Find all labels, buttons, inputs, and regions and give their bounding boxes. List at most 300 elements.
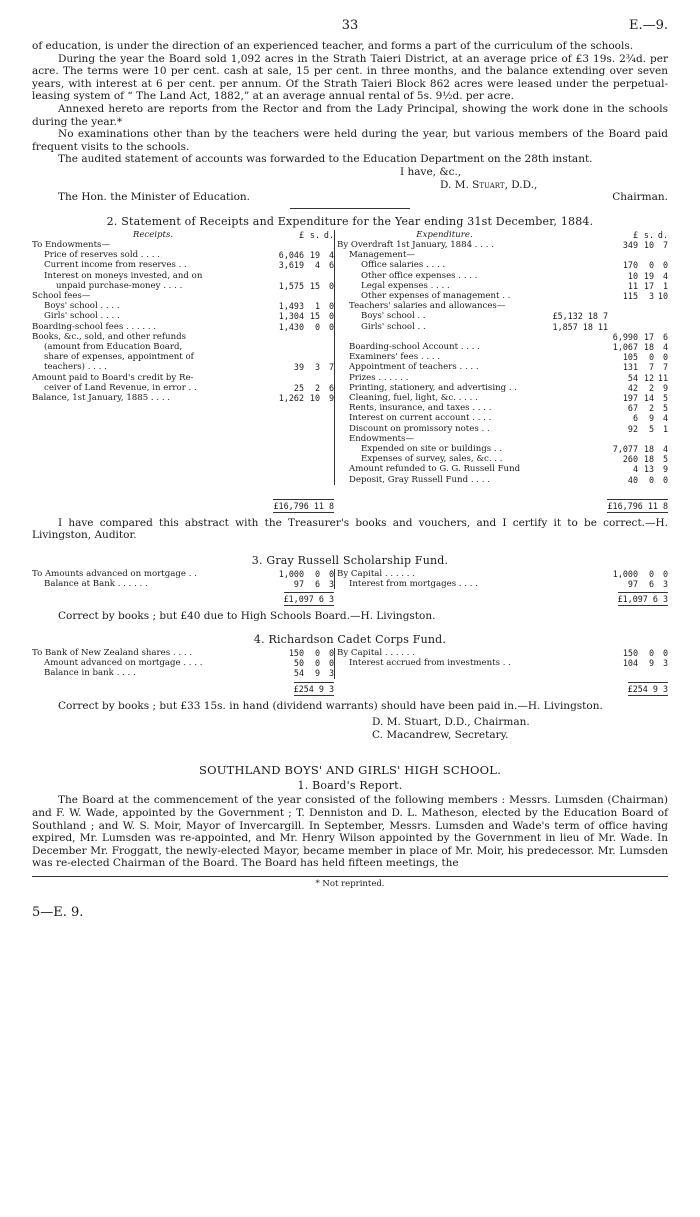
ledger-pounds: 104 xyxy=(622,658,638,669)
ledger-pence xyxy=(654,322,668,332)
pence-header: d. xyxy=(323,229,334,240)
ledger-pounds xyxy=(608,250,638,260)
ledger-row xyxy=(32,579,334,589)
ledger-label: Girls' school . . xyxy=(361,321,426,332)
ledger-pounds xyxy=(274,291,304,301)
ledger-shillings: 2 xyxy=(314,382,320,393)
ledger-row xyxy=(337,311,668,321)
ledger-row xyxy=(337,658,668,668)
ledger-pounds: 10 xyxy=(627,270,638,281)
intro-paragraph-3: Annexed hereto are reports from the Rector and from the Lady Principal, showing the work done in the schools during the year.* xyxy=(32,102,668,128)
ledger-row xyxy=(32,383,334,393)
ledger-label: Other expenses of management . . xyxy=(361,290,511,301)
ledger-label: By Capital . . . . . . xyxy=(337,568,415,579)
ledger-pounds: 105 xyxy=(622,352,638,363)
ledger-shillings: 1 xyxy=(314,301,320,312)
ledger-row xyxy=(32,342,334,352)
ledger-label: Amount advanced on mortgage . . . . xyxy=(44,658,203,669)
ledger-pounds xyxy=(274,332,304,342)
expenditure-column xyxy=(334,230,668,485)
ledger-subtotal xyxy=(552,403,608,413)
ledger-shillings: 15 xyxy=(309,280,320,291)
receipts-totals xyxy=(32,499,668,511)
ledger-pounds xyxy=(608,434,638,444)
ledger-row xyxy=(337,464,668,474)
ledger-label: To Endowments— xyxy=(32,239,111,250)
ledger-label: Office salaries . . . . xyxy=(361,260,446,271)
ledger-pounds: 11 xyxy=(627,280,638,291)
richardson-table xyxy=(32,648,668,679)
ledger-pence: 3 xyxy=(662,658,668,669)
ledger-row xyxy=(337,342,668,352)
ledger-pounds: 97 xyxy=(627,579,638,590)
ledger-label: Cleaning, fuel, light, &c. . . . . xyxy=(349,392,478,403)
ledger-subtotal xyxy=(552,424,608,434)
ledger-pounds xyxy=(274,271,304,281)
ledger-row xyxy=(337,444,668,454)
ledger-label: Rents, insurance, and taxes . . . . xyxy=(349,403,492,414)
ledger-pounds: 131 xyxy=(622,362,638,373)
richardson-note: Correct by books ; but £33 15s. in hand (dividend warrants) should have been paid in.—H. Livingston. xyxy=(58,699,603,712)
ledger-row xyxy=(32,250,334,260)
ledger-row xyxy=(337,424,668,434)
ledger-subtotal xyxy=(552,393,608,403)
receipts-total: £16,796 11 8 xyxy=(273,500,334,511)
ledger-label: teachers) . . . . xyxy=(44,362,107,373)
ledger-pence: 3 xyxy=(662,579,668,590)
ledger-shillings: 2 xyxy=(648,403,654,414)
ledger-shillings: 0 xyxy=(314,647,320,658)
footnote: * Not reprinted. xyxy=(315,878,385,889)
ledger-row xyxy=(337,260,668,270)
ledger-label: Examiners' fees . . . . xyxy=(349,352,440,363)
ledger-pence: 9 xyxy=(328,392,334,403)
ledger-pence xyxy=(654,301,668,311)
richardson-total-right: £254 9 3 xyxy=(627,683,668,694)
ledger-row xyxy=(337,281,668,291)
ledger-label: Teachers' salaries and allowances— xyxy=(349,301,506,312)
richardson-title: 4. Richardson Cadet Corps Fund. xyxy=(253,632,447,646)
ledger-row xyxy=(337,352,668,362)
ledger-pence: 7 xyxy=(662,239,668,250)
ledger-label: Interest on moneys invested, and on xyxy=(44,270,203,281)
ledger-pence: 9 xyxy=(662,382,668,393)
ledger-label: By Overdraft 1st January, 1884 . . . . xyxy=(337,239,494,250)
ledger-shillings: 12 xyxy=(643,372,654,383)
ledger-shillings: 17 xyxy=(643,280,654,291)
ledger-row xyxy=(337,322,668,332)
ledger-shillings xyxy=(638,301,654,311)
ledger-shillings: 19 xyxy=(643,270,654,281)
ledger-row xyxy=(337,240,668,250)
ledger-pounds xyxy=(608,311,638,321)
ledger-pence xyxy=(320,352,334,362)
ledger-pounds: 54 xyxy=(293,668,304,679)
ledger-row xyxy=(337,271,668,281)
ledger-shillings: 17 xyxy=(643,331,654,342)
ledger-label: Interest accrued from investments . . xyxy=(349,658,511,669)
ledger-label: Boarding-school fees . . . . . . xyxy=(32,321,157,332)
ledger-pence: 7 xyxy=(662,362,668,373)
ledger-row xyxy=(337,413,668,423)
ledger-pence: 4 xyxy=(328,250,334,261)
ledger-pounds: 115 xyxy=(622,290,638,301)
ledger-pence: 1 xyxy=(662,423,668,434)
gray-russell-note: Correct by books ; but £40 due to High Schools Board.—H. Livingston. xyxy=(58,610,436,623)
ledger-shillings: 0 xyxy=(648,474,654,485)
shilling-header: s. xyxy=(309,229,320,240)
ledger-pounds: 39 xyxy=(293,362,304,373)
ledger-shillings xyxy=(304,373,320,383)
ledger-pounds: 1,000 xyxy=(278,568,304,579)
ledger-subtotal xyxy=(552,413,608,423)
ledger-pence: 0 xyxy=(662,352,668,363)
ledger-pounds: 349 xyxy=(622,239,638,250)
ledger-pence: 0 xyxy=(328,311,334,322)
ledger-pounds: 6,046 xyxy=(278,250,304,261)
ledger-shillings xyxy=(304,291,320,301)
ledger-row xyxy=(32,281,334,291)
ledger-label: By Capital . . . . . . xyxy=(337,647,415,658)
ledger-label: Amount paid to Board's credit by Re- xyxy=(32,372,194,383)
ledger-label: To Bank of New Zealand shares . . . . xyxy=(32,647,193,658)
ledger-pounds: 197 xyxy=(622,392,638,403)
closing-line: I have, &c., xyxy=(400,165,462,178)
ledger-pence: 5 xyxy=(662,403,668,414)
ledger-pounds: 40 xyxy=(627,474,638,485)
ledger-row xyxy=(337,362,668,372)
ledger-label: Current income from reserves . . xyxy=(44,260,187,271)
ledger-shillings: 7 xyxy=(648,362,654,373)
ledger-row xyxy=(337,383,668,393)
ledger-shillings: 0 xyxy=(314,321,320,332)
ledger-shillings: 10 xyxy=(643,239,654,250)
ledger-shillings: 13 xyxy=(643,464,654,475)
ledger-pence: 0 xyxy=(328,658,334,669)
ledger-pence: 0 xyxy=(328,301,334,312)
ledger-row xyxy=(337,403,668,413)
ledger-pounds: 1,493 xyxy=(278,301,304,312)
ledger-pence xyxy=(320,240,334,250)
ledger-row xyxy=(32,658,334,668)
ledger-shillings: 0 xyxy=(314,658,320,669)
ledger-subtotal xyxy=(552,332,608,342)
page-header xyxy=(32,18,668,40)
ledger-pounds: 170 xyxy=(622,260,638,271)
ledger-label: Legal expenses . . . . xyxy=(361,280,450,291)
ledger-shillings: 14 xyxy=(643,392,654,403)
ledger-label: Books, &c., sold, and other refunds xyxy=(32,331,187,342)
pence-header: d. xyxy=(657,229,668,240)
ledger-shillings: 6 xyxy=(314,579,320,590)
gray-russell-title: 3. Gray Russell Scholarship Fund. xyxy=(251,553,449,567)
ledger-label: Interest from mortgages . . . . xyxy=(349,579,478,590)
ledger-pence: 6 xyxy=(328,260,334,271)
ledger-pounds: 54 xyxy=(627,372,638,383)
ledger-pounds: 67 xyxy=(627,403,638,414)
ledger-subtotal xyxy=(552,342,608,352)
page-number: 33 xyxy=(341,18,359,33)
chairman-signature: D. M. Stuart, D.D., Chairman. xyxy=(372,716,530,729)
ledger-shillings: 0 xyxy=(648,568,654,579)
ledger-shillings xyxy=(638,250,654,260)
ledger-pounds: 1,575 xyxy=(278,280,304,291)
ledger-pence: 0 xyxy=(328,280,334,291)
ledger-shillings xyxy=(304,240,320,250)
ledger-row xyxy=(32,301,334,311)
ledger-subtotal xyxy=(552,454,608,464)
ledger-label: Endowments— xyxy=(349,433,415,444)
ledger-pence: 0 xyxy=(662,647,668,658)
ledger-subtotal xyxy=(552,291,608,301)
ledger-subtotal: 1,857 18 11 xyxy=(552,321,608,332)
ledger-row xyxy=(337,434,668,444)
ledger-label: Balance, 1st January, 1885 . . . . xyxy=(32,392,171,403)
ledger-pence: 11 xyxy=(657,372,668,383)
expenditure-total: £16,796 11 8 xyxy=(607,500,668,511)
ledger-pence: 6 xyxy=(662,331,668,342)
ledger-row xyxy=(32,291,334,301)
ledger-label: Other office expenses . . . . xyxy=(361,270,478,281)
ledger-subtotal xyxy=(552,352,608,362)
ledger-pence: 3 xyxy=(328,668,334,679)
ledger-subtotal xyxy=(552,362,608,372)
ledger-pence: 4 xyxy=(662,270,668,281)
ledger-row xyxy=(337,648,668,658)
ledger-shillings xyxy=(304,332,320,342)
ledger-shillings: 15 xyxy=(309,311,320,322)
ledger-shillings: 9 xyxy=(314,668,320,679)
ledger-pence xyxy=(320,342,334,352)
ledger-label: (amount from Education Board, xyxy=(44,341,183,352)
ledger-label xyxy=(337,332,552,342)
ledger-label: Girls' school . . . . xyxy=(44,311,120,322)
ledger-subtotal xyxy=(552,260,608,270)
ledger-row xyxy=(337,579,668,589)
ledger-row xyxy=(337,332,668,342)
ledger-row xyxy=(32,322,334,332)
intro-paragraph-1: of education, is under the direction of an experienced teacher, and forms a part of the curriculum of the schools. xyxy=(32,40,634,52)
ledger-subtotal xyxy=(552,281,608,291)
ledger-row xyxy=(337,301,668,311)
ledger-label: unpaid purchase-money . . . . xyxy=(56,280,183,291)
ledger-pence: 0 xyxy=(662,260,668,271)
ledger-shillings xyxy=(638,311,654,321)
ledger-shillings: 18 xyxy=(643,454,654,465)
ledger-pounds: 6 xyxy=(632,413,638,424)
ledger-pounds: 1,304 xyxy=(278,311,304,322)
ledger-subtotal xyxy=(552,444,608,454)
folio: 5—E. 9. xyxy=(32,904,84,920)
intro-paragraph-4: No examinations other than by the teachers were held during the year, but various members of the Board paid frequent visits to the schools. xyxy=(32,128,668,153)
ledger-row xyxy=(32,373,334,383)
page-reference: E.—9. xyxy=(628,18,668,33)
gray-russell-table xyxy=(32,569,668,589)
ledger-pence: 0 xyxy=(662,568,668,579)
receipts-expenditure-table xyxy=(32,230,668,485)
ledger-row xyxy=(337,454,668,464)
ledger-row xyxy=(32,648,334,658)
ledger-pence xyxy=(654,311,668,321)
ledger-shillings: 19 xyxy=(309,250,320,261)
ledger-shillings: 3 xyxy=(314,362,320,373)
ledger-label: Interest on current account . . . . xyxy=(349,413,492,424)
secretary-signature: C. Macandrew, Secretary. xyxy=(372,728,509,741)
ledger-shillings xyxy=(638,322,654,332)
ledger-row xyxy=(32,362,334,372)
ledger-subtotal xyxy=(552,475,608,485)
ledger-label: Amount refunded to G. G. Russell Fund xyxy=(349,464,521,475)
ledger-pence xyxy=(320,271,334,281)
ledger-row xyxy=(337,250,668,260)
ledger-label: Discount on promissory notes . . xyxy=(349,423,490,434)
ledger-label: Boarding-school Account . . . . xyxy=(349,341,480,352)
ledger-pounds: 1,262 xyxy=(278,392,304,403)
ledger-row xyxy=(337,475,668,485)
ledger-pence xyxy=(654,434,668,444)
ledger-pounds: 1,000 xyxy=(612,568,638,579)
ledger-row xyxy=(337,569,668,579)
ledger-subtotal xyxy=(552,240,608,250)
ledger-row xyxy=(32,311,334,321)
ledger-pounds: 4 xyxy=(632,464,638,475)
section-divider xyxy=(290,208,410,209)
ledger-shillings: 6 xyxy=(648,579,654,590)
ledger-shillings xyxy=(304,352,320,362)
ledger-label: Printing, stationery, and advertising . . xyxy=(349,382,518,393)
southland-subheading: 1. Board's Report. xyxy=(297,779,403,793)
receipts-title: 2. Statement of Receipts and Expenditure for the Year ending 31st December, 1884. xyxy=(106,214,594,228)
ledger-shillings xyxy=(638,434,654,444)
ledger-pounds xyxy=(274,373,304,383)
gray-russell-total-left: £1,097 6 3 xyxy=(283,594,334,605)
ledger-label: ceiver of Land Revenue, in error . . xyxy=(44,382,197,393)
ledger-shillings: 0 xyxy=(648,647,654,658)
ledger-label: Management— xyxy=(349,250,415,261)
ledger-pence: 5 xyxy=(662,454,668,465)
expenditure-heading: Expenditure. xyxy=(416,229,473,240)
ledger-label: Price of reserves sold . . . . xyxy=(44,250,160,261)
ledger-label: To Amounts advanced on mortgage . . xyxy=(32,568,197,579)
ledger-pence: 0 xyxy=(328,647,334,658)
southland-heading: SOUTHLAND BOYS' AND GIRLS' HIGH SCHOOL. xyxy=(198,763,502,778)
ledger-label: Expended on site or buildings . . xyxy=(361,443,503,454)
ledger-pence: 9 xyxy=(662,464,668,475)
ledger-row xyxy=(337,291,668,301)
ledger-shillings xyxy=(304,271,320,281)
ledger-shillings: 9 xyxy=(648,658,654,669)
ledger-pence xyxy=(320,291,334,301)
richardson-total-left: £254 9 3 xyxy=(293,683,334,694)
receipts-heading: Receipts. xyxy=(132,229,174,240)
addressee: The Hon. the Minister of Education. xyxy=(58,191,251,204)
ledger-pounds: 42 xyxy=(627,382,638,393)
ledger-pence: 0 xyxy=(662,474,668,485)
ledger-pence: 10 xyxy=(657,290,668,301)
ledger-pence xyxy=(654,250,668,260)
ledger-pounds: 1,067 xyxy=(612,341,638,352)
pound-header: £ xyxy=(298,229,304,240)
ledger-pounds xyxy=(608,301,638,311)
ledger-row xyxy=(32,668,334,678)
ledger-subtotal xyxy=(552,464,608,474)
ledger-subtotal xyxy=(552,250,608,260)
ledger-label: Expenses of survey, sales, &c. . . xyxy=(361,454,503,465)
ledger-pounds: 1,430 xyxy=(278,321,304,332)
ledger-shillings: 2 xyxy=(648,382,654,393)
ledger-row xyxy=(32,260,334,270)
ledger-pence: 4 xyxy=(662,413,668,424)
ledger-shillings: 10 xyxy=(309,392,320,403)
ledger-pounds: 3,619 xyxy=(278,260,304,271)
document-page xyxy=(32,18,668,920)
signer-name: D. M. Stuart, D.D., xyxy=(440,178,538,191)
shilling-header: s. xyxy=(643,229,654,240)
ledger-subtotal xyxy=(552,383,608,393)
ledger-pence xyxy=(320,373,334,383)
ledger-shillings xyxy=(304,342,320,352)
ledger-row xyxy=(32,240,334,250)
intro-paragraph-5: The audited statement of accounts was forwarded to the Education Department on the 28th instant. xyxy=(58,153,593,166)
ledger-shillings: 5 xyxy=(648,423,654,434)
ledger-label: share of expenses, appointment of xyxy=(44,352,194,363)
ledger-row xyxy=(32,569,334,579)
ledger-pence: 4 xyxy=(662,443,668,454)
ledger-label: Balance at Bank . . . . . . xyxy=(44,579,148,590)
ledger-pounds xyxy=(274,352,304,362)
ledger-label: Appointment of teachers . . . . xyxy=(349,362,479,373)
ledger-pence: 4 xyxy=(662,341,668,352)
ledger-subtotal xyxy=(552,434,608,444)
ledger-pence: 1 xyxy=(662,280,668,291)
ledger-shillings: 18 xyxy=(643,443,654,454)
ledger-pounds xyxy=(274,240,304,250)
signer-role: Chairman. xyxy=(612,191,668,204)
ledger-subtotal xyxy=(552,271,608,281)
auditor-note: I have compared this abstract with the Treasurer's books and vouchers, and I certify it to be correct.—H. Livingston, Auditor. xyxy=(32,516,668,542)
ledger-pounds: 6,990 xyxy=(612,331,638,342)
ledger-row xyxy=(337,393,668,403)
ledger-label: Deposit, Gray Russell Fund . . . . xyxy=(349,474,490,485)
ledger-label: School fees— xyxy=(32,290,91,301)
ledger-label: Boys' school . . . . xyxy=(44,301,120,312)
intro-paragraph-2: During the year the Board sold 1,092 acres in the Strath Taieri District, at an average price of £3 19s. 2¾d. per acre. The terms were 10 per cent. cash at sale, 15 per cent. in three months, and the balance extending over seven years, with interest at 6 per cent. per annum. Of the Strath Taieri Block 862 acres were leased under the perpetual-leasing system of “ The Land Act, 1882,” at an average annual rental of 5s. 9½d. per acre. xyxy=(32,52,668,103)
southland-body: The Board at the commencement of the year consisted of the following members : Messrs. Lumsden (Chairman) and F. W. Wade, appointed by the Government ; T. Denniston and D. L. Matheson, elected by the Education Board of Southland ; and W. S. Moir, Mayor of Invercargill. In September, Messrs. Lumsden and Wade's term of office having expired, Mr. Lumsden was re-appointed, and Mr. Henry Wilson appointed by the Government in lieu of Mr. Wade. In December Mr. Froggatt, the newly-elected Mayor, became member in place of Mr. Moir, his predecessor. Mr. Lumsden was re-elected Chairman of the Board. The Board has held fifteen meetings, the xyxy=(32,794,668,870)
ledger-pence: 7 xyxy=(328,362,334,373)
ledger-pence: 0 xyxy=(328,321,334,332)
ledger-row xyxy=(32,332,334,342)
pound-header: £ xyxy=(632,229,638,240)
ledger-shillings: 0 xyxy=(314,568,320,579)
ledger-row xyxy=(337,373,668,383)
ledger-subtotal xyxy=(552,301,608,311)
ledger-shillings: 3 xyxy=(648,290,654,301)
ledger-row xyxy=(32,271,334,281)
ledger-label: Prizes . . . . . . xyxy=(349,372,409,383)
ledger-pence xyxy=(320,332,334,342)
footnote-rule xyxy=(32,876,668,877)
ledger-pence: 5 xyxy=(662,392,668,403)
ledger-pounds: 92 xyxy=(627,423,638,434)
receipts-column xyxy=(32,230,334,485)
ledger-shillings: 0 xyxy=(648,260,654,271)
ledger-shillings: 0 xyxy=(648,352,654,363)
ledger-shillings: 18 xyxy=(643,341,654,352)
ledger-row xyxy=(32,352,334,362)
ledger-pounds: 150 xyxy=(622,647,638,658)
ledger-pounds: 260 xyxy=(622,454,638,465)
ledger-pence: 6 xyxy=(328,382,334,393)
